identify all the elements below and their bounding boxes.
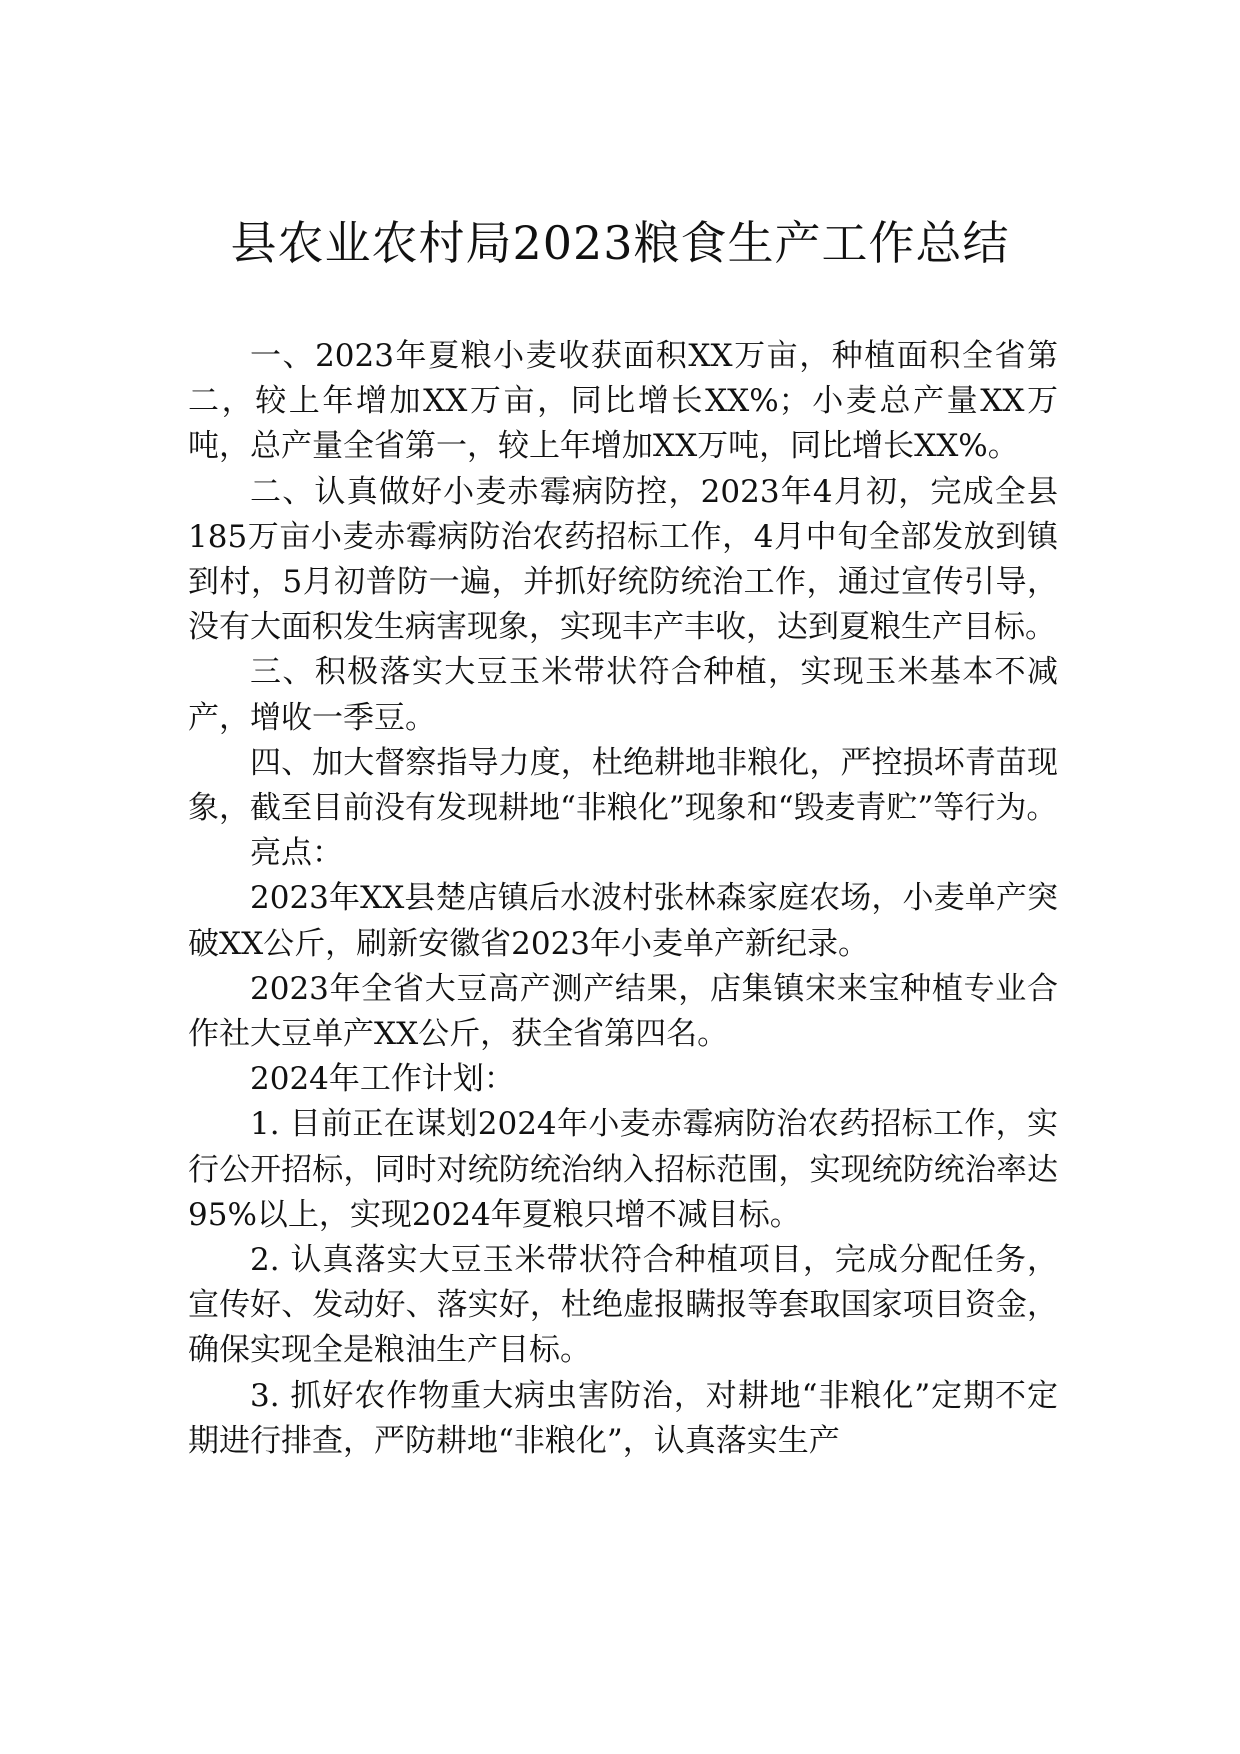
document-body	[188, 334, 1058, 1464]
paragraph-intercropping: 三、积极落实大豆玉米带状符合种植，实现玉米基本不减产，增收一季豆。	[188, 654, 1058, 736]
paragraph-highlight-soybean: 2023年全省大豆高产测产结果，店集镇宋来宝种植专业合作社大豆单产XX公斤，获全省第四名。	[188, 970, 1058, 1053]
plan-item-2: 2. 认真落实大豆玉米带状符合种植项目，完成分配任务，宣传好、发动好、落实好，杜绝虚报瞒报等套取国家项目资金，确保实现全是粮油生产目标。	[188, 1242, 1058, 1369]
document-title: 县农业农村局2023粮食生产工作总结	[230, 216, 1010, 270]
plan-item-3: 3. 抓好农作物重大病虫害防治，对耕地“非粮化”定期不定期进行排查，严防耕地“非粮化”，认真落实生产	[188, 1377, 1058, 1459]
paragraph-summary-wheat: 一、2023年夏粮小麦收获面积XX万亩，种植面积全省第二，较上年增加XX万亩，同比增长XX%；小麦总产量XX万吨，总产量全省第一，较上年增加XX万吨，同比增长XX%。	[188, 338, 1058, 465]
paragraph-disease-control: 二、认真做好小麦赤霉病防控，2023年4月初，完成全县185万亩小麦赤霉病防治农药招标工作，4月中旬全部发放到镇到村，5月初普防一遍，并抓好统防统治工作，通过宣传引导，没有大面积发生病害现象，实现丰产丰收，达到夏粮生产目标。	[188, 473, 1058, 646]
paragraph-highlight-wheat-record: 2023年XX县楚店镇后水波村张林森家庭农场，小麦单产突破XX公斤，刷新安徽省2023年小麦单产新纪录。	[188, 880, 1058, 962]
plan-item-1: 1. 目前正在谋划2024年小麦赤霉病防治农药招标工作，实行公开招标，同时对统防统治纳入招标范围，实现统防统治率达95%以上，实现2024年夏粮只增不减目标。	[188, 1106, 1058, 1233]
plan-heading: 2024年工作计划：	[250, 1061, 515, 1098]
paragraph-supervision: 四、加大督察指导力度，杜绝耕地非粮化，严控损坏青苗现象，截至目前没有发现耕地“非粮化”现象和“毁麦青贮”等行为。	[188, 744, 1058, 827]
highlights-heading: 亮点：	[250, 835, 343, 872]
